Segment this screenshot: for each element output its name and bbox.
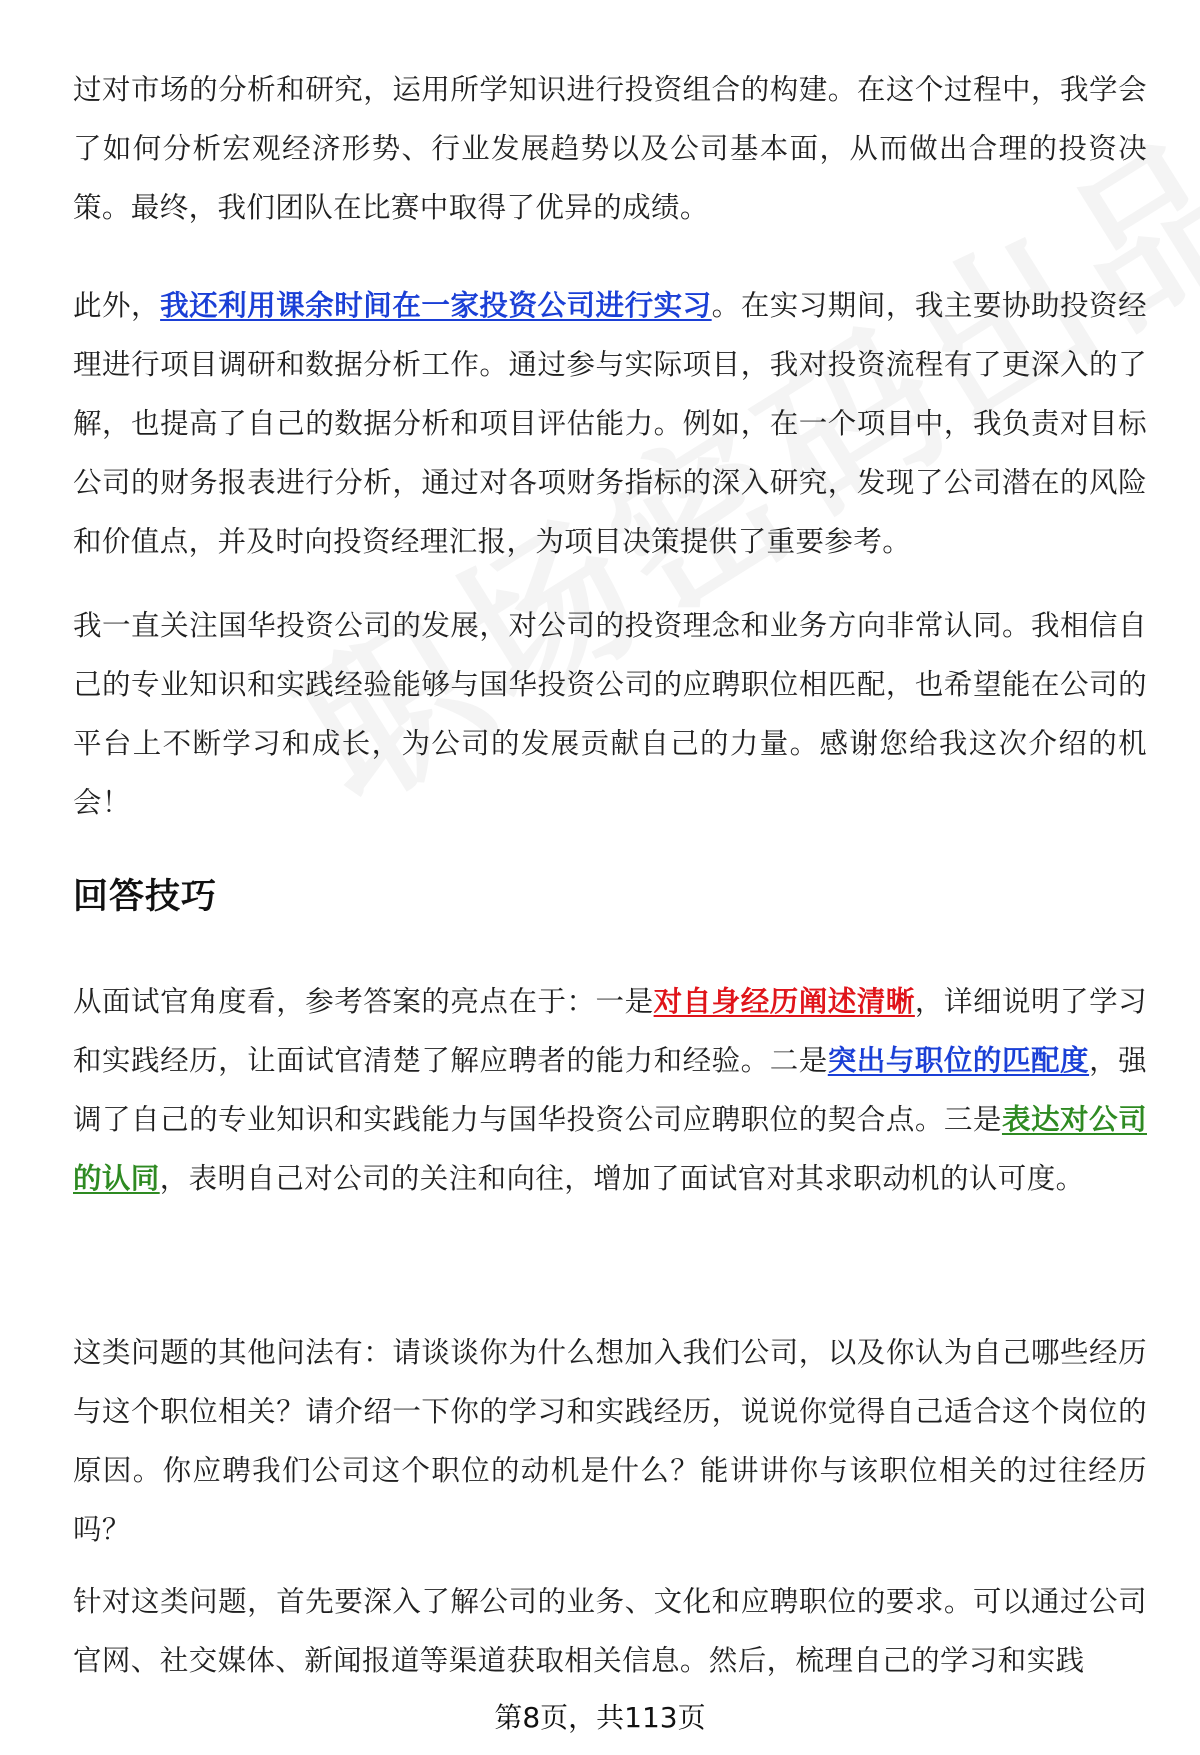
section-heading: 回答技巧 [73, 877, 218, 917]
paragraph-internship [73, 276, 1147, 571]
paragraph-preparation: 针对这类问题，首先要深入了解公司的业务、文化和应聘职位的要求。可以通过公司官网、社交媒体、新闻报道等渠道获取相关信息。然后，梳理自己的学习和实践 [73, 1585, 1147, 1677]
paragraph-internship-lead: 此外， [73, 289, 161, 322]
highlight-job-match: 突出与职位的匹配度 [827, 1044, 1090, 1077]
tips-text-2: ，详细说明了学习和实践经历，让面试官清楚了解应聘者的能力和经验。二是 [73, 985, 1147, 1077]
tips-text-4: ，表明自己对公司的关注和向往，增加了面试官对其求职动机的认可度。 [159, 1162, 1085, 1195]
tips-text-3: ，强调了自己的专业知识和实践能力与国华投资公司应聘职位的契合点。三是 [73, 1044, 1147, 1136]
paragraph-tips [73, 972, 1147, 1208]
tips-text-1: 从面试官角度看，参考答案的亮点在于：一是 [73, 985, 654, 1018]
page-number: 第8页，共113页 [494, 1701, 706, 1734]
paragraph-other-questions: 这类问题的其他问法有：请谈谈你为什么想加入我们公司，以及你认为自己哪些经历与这个职位相关？请介绍一下你的学习和实践经历，说说你觉得自己适合这个岗位的原因。你应聘我们公司这个职位的动机是什么？能讲讲你与该职位相关的过往经历吗？ [73, 1336, 1147, 1546]
highlight-internship: 我还利用课余时间在一家投资公司进行实习 [160, 289, 712, 322]
highlight-clear-experience: 对自身经历阐述清晰 [653, 985, 915, 1018]
highlight-company-identity: 表达对公司的认同 [73, 1103, 1147, 1195]
paragraph-company-interest: 我一直关注国华投资公司的发展，对公司的投资理念和业务方向非常认同。我相信自己的专业知识和实践经验能够与国华投资公司的应聘职位相匹配，也希望能在公司的平台上不断学习和成长，为公司的发展贡献自己的力量。感谢您给我这次介绍的机会！ [73, 609, 1147, 819]
paragraph-competition: 过对市场的分析和研究，运用所学知识进行投资组合的构建。在这个过程中，我学会了如何分析宏观经济形势、行业发展趋势以及公司基本面，从而做出合理的投资决策。最终，我们团队在比赛中取得了优异的成绩。 [73, 73, 1147, 224]
paragraph-internship-body: 。在实习期间，我主要协助投资经理进行项目调研和数据分析工作。通过参与实际项目，我对投资流程有了更深入的了解，也提高了自己的数据分析和项目评估能力。例如，在一个项目中，我负责对目标公司的财务报表进行分析，通过对各项财务指标的深入研究，发现了公司潜在的风险和价值点，并及时向投资经理汇报，为项目决策提供了重要参考。 [73, 289, 1147, 558]
